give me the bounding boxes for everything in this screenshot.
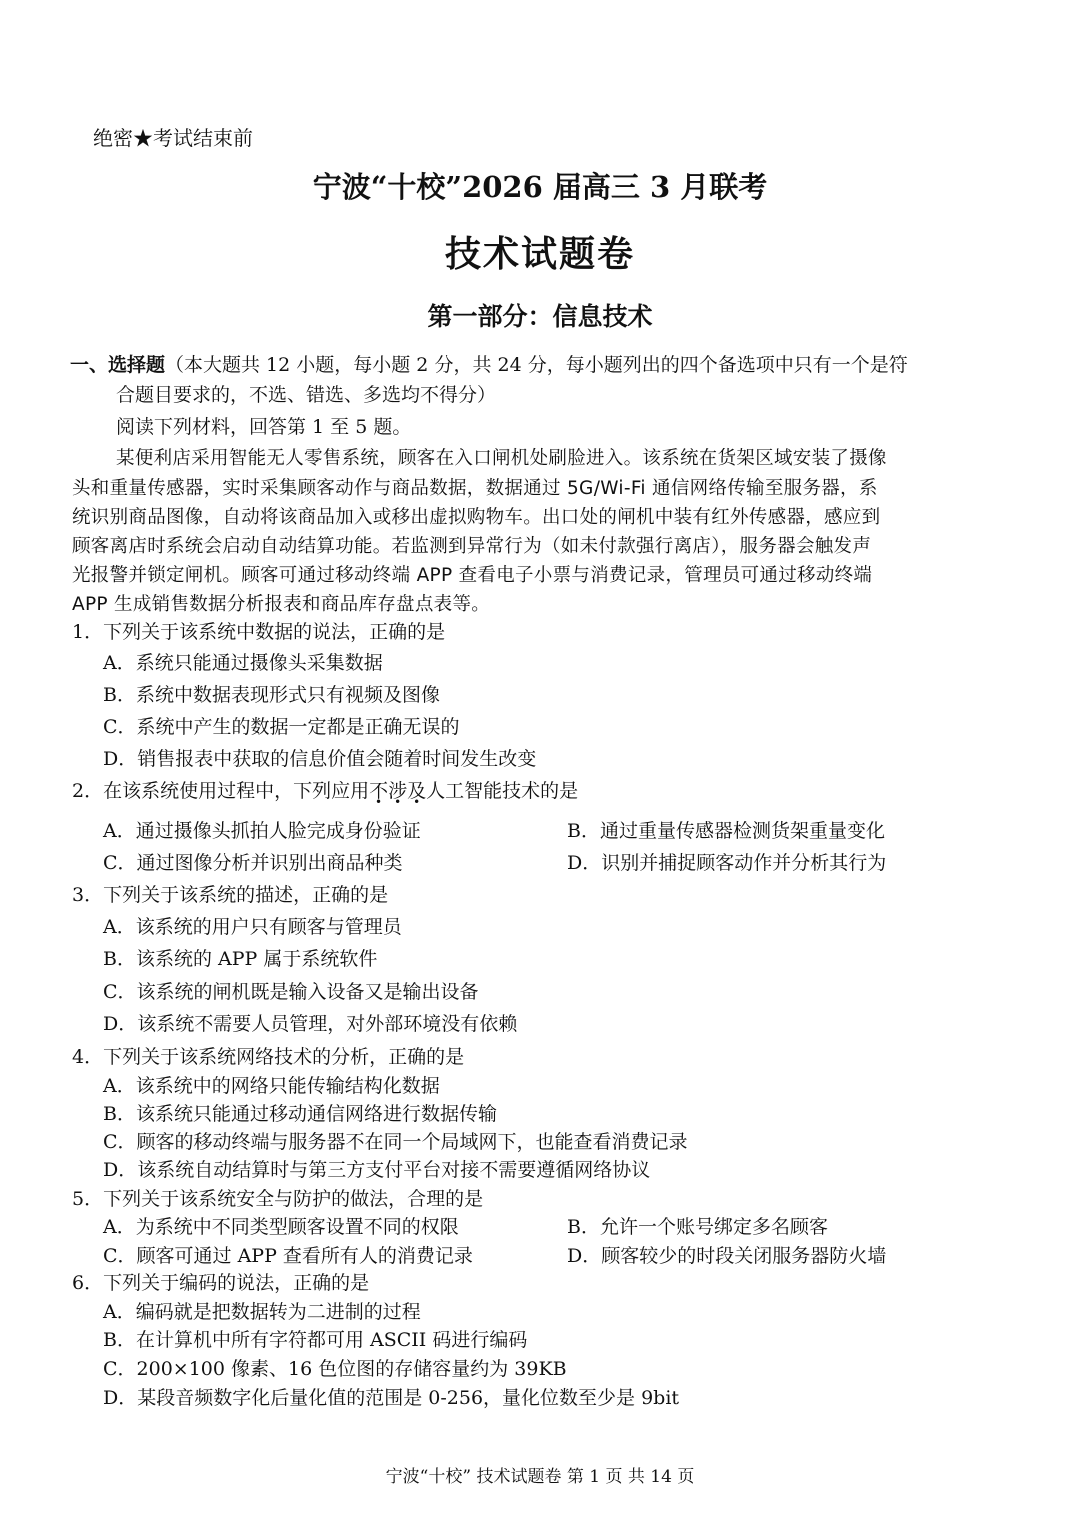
- q4-option-d: D．该系统自动结算时与第三方支付平台对接不需要遵循网络协议: [103, 1159, 651, 1181]
- q2-option-d: D．识别并捕捉顾客动作并分析其行为: [567, 852, 887, 874]
- part-title: 第一部分：信息技术: [427, 302, 653, 331]
- q5-option-b: B．允许一个账号绑定多名顾客: [567, 1216, 828, 1238]
- question-1-stem: 1．下列关于该系统中数据的说法，正确的是: [72, 621, 446, 643]
- q6-option-c: C．200×100 像素、16 色位图的存储容量约为 39KB: [103, 1358, 567, 1380]
- emphasis-char: 及: [407, 780, 427, 802]
- q5-option-c: C．顾客可通过 APP 查看所有人的消费记录: [103, 1245, 473, 1267]
- q2-option-c: C．通过图像分析并识别出商品种类: [103, 852, 403, 874]
- page-footer: 宁波“十校” 技术试题卷 第 1 页 共 14 页: [385, 1467, 695, 1487]
- paper-title: 技术试题卷: [444, 233, 635, 275]
- q4-option-c: C．顾客的移动终端与服务器不在同一个局域网下，也能查看消费记录: [103, 1131, 688, 1153]
- exam-title: 宁波“十校”2026 届高三 3 月联考: [312, 170, 768, 204]
- q4-option-b: B．该系统只能通过移动通信网络进行数据传输: [103, 1103, 497, 1125]
- section-desc-2: 合题目要求的，不选、错选、多选均不得分）: [116, 384, 497, 406]
- material-line: 头和重量传感器，实时采集顾客动作与商品数据，数据通过 5G/Wi-Fi 通信网络传输至服务器，系: [72, 478, 878, 499]
- confidential-label: 绝密★考试结束前: [93, 126, 253, 150]
- q3-option-a: A．该系统的用户只有顾客与管理员: [103, 916, 402, 938]
- q3-option-b: B．该系统的 APP 属于系统软件: [103, 948, 378, 970]
- q6-option-a: A．编码就是把数据转为二进制的过程: [103, 1301, 421, 1323]
- q3-option-c: C．该系统的闸机既是输入设备又是输出设备: [103, 981, 479, 1003]
- material-line: APP 生成销售数据分析报表和商品库存盘点表等。: [72, 594, 491, 615]
- question-3-stem: 3．下列关于该系统的描述，正确的是: [72, 884, 389, 906]
- material-line: 顾客离店时系统会启动自动结算功能。若监测到异常行为（如未付款强行离店），服务器会触发声: [72, 536, 872, 557]
- q1-option-b: B．系统中数据表现形式只有视频及图像: [103, 684, 440, 706]
- material-line: 统识别商品图像，自动将该商品加入或移出虚拟购物车。出口处的闸机中装有红外传感器，感应到: [72, 507, 881, 528]
- q6-option-d: D．某段音频数字化后量化值的范围是 0-256，量化位数至少是 9bit: [103, 1387, 680, 1409]
- q1-option-c: C．系统中产生的数据一定都是正确无误的: [103, 716, 460, 738]
- q1-option-d: D．销售报表中获取的信息价值会随着时间发生改变: [103, 748, 537, 770]
- q5-option-a: A．为系统中不同类型顾客设置不同的权限: [103, 1216, 459, 1238]
- question-4-stem: 4．下列关于该系统网络技术的分析，正确的是: [72, 1046, 465, 1068]
- q2-stem-pre: 2．在该系统使用过程中，下列应用: [72, 780, 370, 802]
- emphasis-char: 不: [369, 780, 389, 802]
- section-heading: [70, 350, 908, 377]
- emphasis-char: 涉: [388, 780, 408, 802]
- section-label: 一、选择题: [70, 354, 166, 376]
- q2-option-a: A．通过摄像头抓拍人脸完成身份验证: [103, 820, 421, 842]
- question-6-stem: 6．下列关于编码的说法，正确的是: [72, 1272, 370, 1294]
- material-line: 某便利店采用智能无人零售系统，顾客在入口闸机处刷脸进入。该系统在货架区域安装了摄像: [116, 448, 887, 469]
- q3-option-d: D．该系统不需要人员管理，对外部环境没有依赖: [103, 1013, 518, 1035]
- question-2-stem: [72, 776, 578, 803]
- q4-option-a: A．该系统中的网络只能传输结构化数据: [103, 1075, 440, 1097]
- q6-option-b: B．在计算机中所有字符都可用 ASCII 码进行编码: [103, 1329, 528, 1351]
- q1-option-a: A．系统只能通过摄像头采集数据: [103, 652, 383, 674]
- reading-instruction: 阅读下列材料，回答第 1 至 5 题。: [116, 416, 412, 438]
- question-5-stem: 5．下列关于该系统安全与防护的做法，合理的是: [72, 1188, 484, 1210]
- section-desc-1: （本大题共 12 小题，每小题 2 分，共 24 分，每小题列出的四个备选项中只有一个是符: [165, 354, 908, 376]
- material-line: 光报警并锁定闸机。顾客可通过移动终端 APP 查看电子小票与消费记录，管理员可通过移动终端: [72, 565, 873, 586]
- q2-option-b: B．通过重量传感器检测货架重量变化: [567, 820, 885, 842]
- q5-option-d: D．顾客较少的时段关闭服务器防火墙: [567, 1245, 887, 1267]
- q2-stem-post: 人工智能技术的是: [426, 780, 579, 802]
